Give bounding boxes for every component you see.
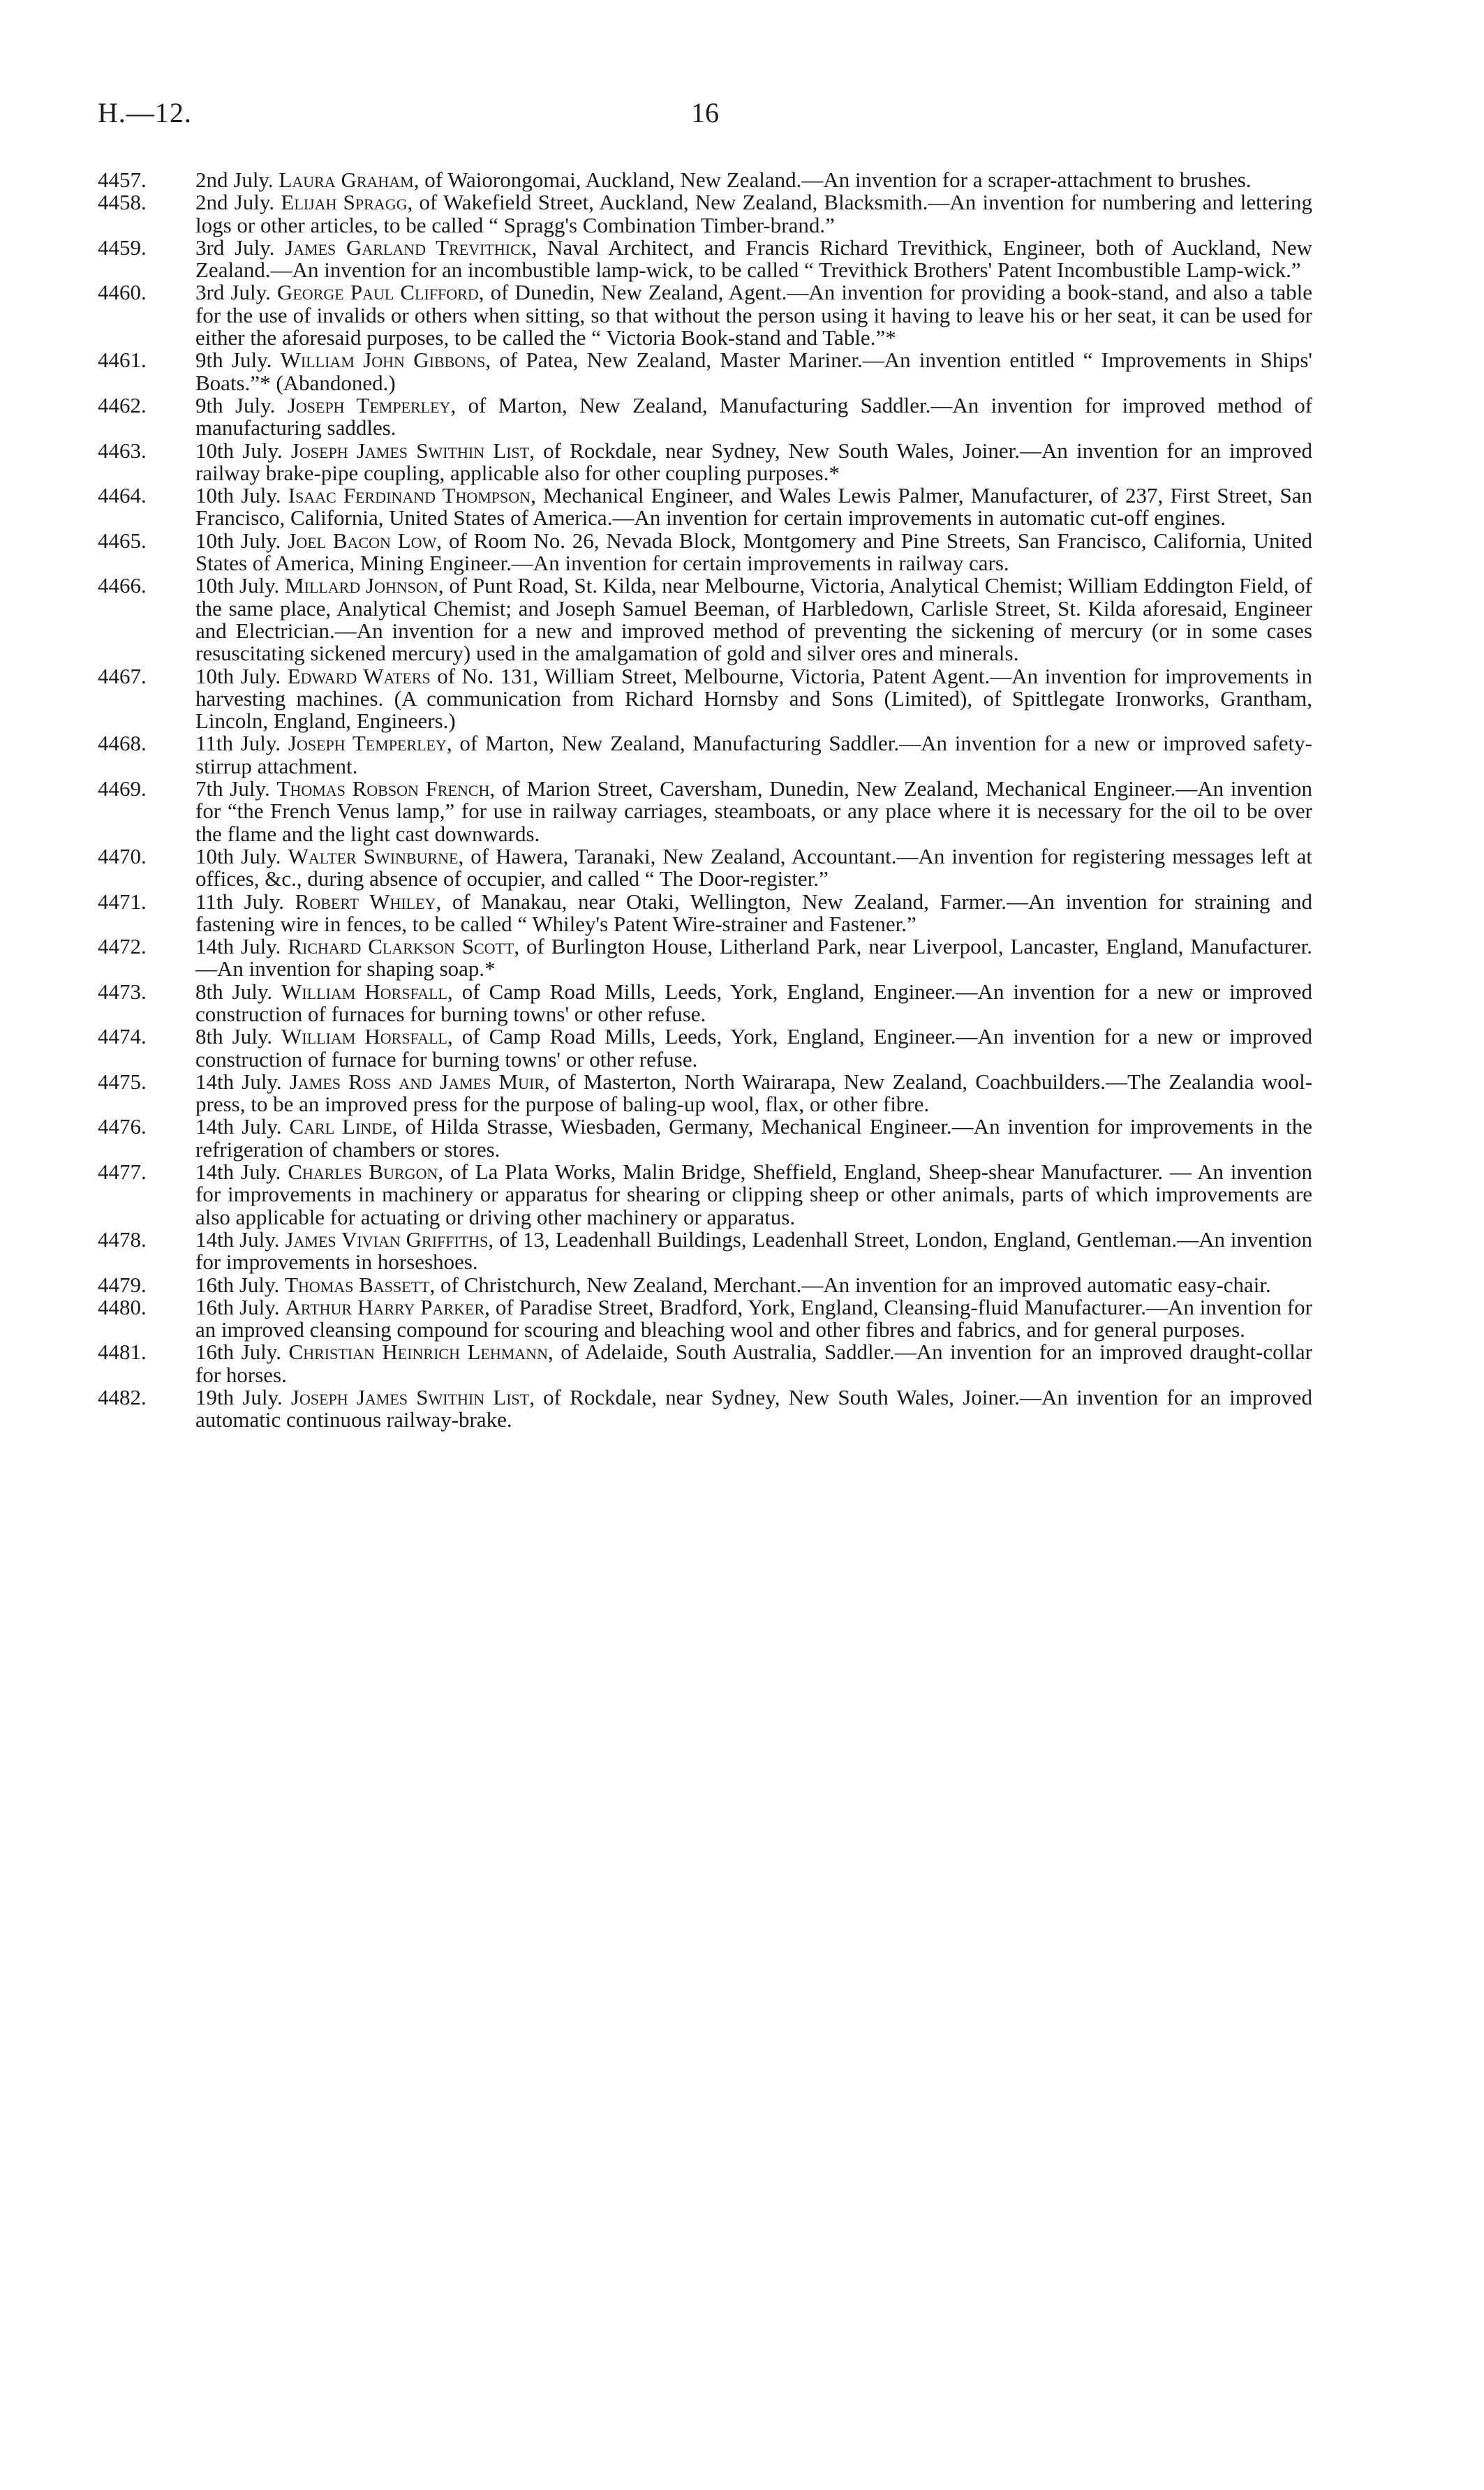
entry-text <box>195 891 1312 936</box>
patent-entry <box>98 1341 1312 1386</box>
entry-number: 4469. <box>98 776 147 801</box>
entry-number: 4468. <box>98 731 147 756</box>
entry-description: , of Burlington House, Litherland Park, near Liverpool, Lancaster, England, Manufacturer.—An invention for shaping soap.* <box>195 934 1312 981</box>
entry-text <box>195 1296 1312 1342</box>
entry-number: 4478. <box>98 1227 147 1252</box>
entry-text <box>195 484 1312 530</box>
entry-number: 4471. <box>98 889 147 914</box>
patent-entry <box>98 1274 1312 1296</box>
patent-entry <box>98 665 1312 733</box>
entry-number: 4482. <box>98 1385 147 1410</box>
entry-text <box>195 1229 1312 1274</box>
entry-date: 10th July. <box>195 663 281 688</box>
entry-number: 4463. <box>98 438 147 463</box>
entry-number: 4479. <box>98 1272 147 1297</box>
entry-description: , of Marton, New Zealand, Manufacturing Saddler.—An invention for a new or improved safety-stirrup attachment. <box>195 731 1312 778</box>
entry-description: , of Camp Road Mills, Leeds, York, England, Engineer.—An invention for a new or improved construction of furnaces for burning towns' or other refuse. <box>195 979 1312 1026</box>
patent-entry <box>98 1161 1312 1229</box>
entry-description: , of Dunedin, New Zealand, Agent.—An invention for providing a book-stand, and also a table for the use of invalids or others when sitting, so that without the person using it having to leave his or her seat, it can be used for either the aforesaid purposes, to be called the “ Victoria Book-stand and Table.”* <box>195 280 1313 350</box>
entry-date: 10th July. <box>195 573 280 598</box>
entry-number: 4458. <box>98 190 147 215</box>
patent-entry <box>98 530 1312 575</box>
patent-entry <box>98 1025 1312 1071</box>
entry-description: , of 13, Leadenhall Buildings, Leadenhall Street, London, England, Gentleman.—An invention for improvements in horseshoes. <box>195 1227 1313 1275</box>
entry-date: 14th July. <box>195 934 281 959</box>
entry-applicant-name: Joseph James Swithin List <box>290 438 530 463</box>
entry-text <box>195 1161 1312 1229</box>
entry-applicant-name: Joseph Temperley <box>287 392 451 417</box>
patent-entry <box>98 575 1312 665</box>
entry-number: 4459. <box>98 235 147 260</box>
entry-applicant-name: Millard Johnson <box>285 573 438 598</box>
patent-entry <box>98 935 1312 981</box>
entry-text <box>195 935 1312 981</box>
patent-entry <box>98 1229 1312 1274</box>
entry-description: , Mechanical Engineer, and Wales Lewis Palmer, Manufacturer, of 237, First Street, San Francisco, California, United States of America.—An invention for certain improvements in automatic cut-off engines. <box>195 483 1312 531</box>
entry-number: 4470. <box>98 843 147 868</box>
patent-entry <box>98 1116 1312 1161</box>
entry-description: , of La Plata Works, Malin Bridge, Sheffield, England, Sheep-shear Manufacturer. — An invention for improvements in machinery or apparatus for shearing or clipping sheep or other animals, parts of which improvements are also applicable for actuating or driving other machinery or apparatus. <box>195 1159 1313 1229</box>
entry-applicant-name: Robert Whiley <box>295 889 436 914</box>
entry-applicant-name: James Ross and James Muir <box>289 1069 544 1094</box>
entry-description: , of Punt Road, St. Kilda, near Melbourne, Victoria, Analytical Chemist; William Eddington Field, of the same place, Analytical Chemist; and Joseph Samuel Beeman, of Harbledown, Carlisle Street, St. Kilda aforesaid, Engineer and Electrician.—An invention for a new and improved method of preventing the sickening of mercury (or in some cases resuscitating sickened mercury) used in the amalgamation of gold and silver ores and minerals. <box>195 573 1312 666</box>
entry-applicant-name: Thomas Bassett <box>285 1272 430 1297</box>
entry-applicant-name: Joseph James Swithin List <box>290 1385 530 1410</box>
entry-text <box>195 1116 1312 1161</box>
entry-applicant-name: Richard Clarkson Scott <box>288 934 514 959</box>
entry-description: , of Manakau, near Otaki, Wellington, New Zealand, Farmer.—An invention for straining and fastening wire in fences, to be called “ Whiley's Patent Wire-strainer and Fastener.” <box>195 889 1312 936</box>
entry-number: 4457. <box>98 168 147 192</box>
entry-number: 4462. <box>98 392 147 417</box>
entry-applicant-name: Laura Graham <box>279 168 414 192</box>
patent-entry <box>98 281 1312 349</box>
entry-number: 4472. <box>98 934 147 959</box>
entry-number: 4466. <box>98 573 147 598</box>
entry-description: , of Marton, New Zealand, Manufacturing Saddler.—An invention for improved method of manufacturing saddles. <box>195 392 1313 440</box>
entry-date: 14th July. <box>195 1114 282 1139</box>
entry-date: 19th July. <box>195 1385 283 1410</box>
entry-description: , of Christchurch, New Zealand, Merchant.—An invention for an improved automatic easy-chair. <box>429 1272 1271 1297</box>
entry-applicant-name: Charles Burgon <box>288 1159 438 1185</box>
patent-entry <box>98 981 1312 1026</box>
entry-date: 16th July. <box>195 1272 280 1297</box>
entry-description: , of Waiorongomai, Auckland, New Zealand.—An invention for a scraper-attachment to brushes. <box>413 168 1252 192</box>
patent-entry <box>98 237 1312 282</box>
entry-description: of No. 131, William Street, Melbourne, Victoria, Patent Agent.—An invention for improvements in harvesting machines. (A communication from Richard Hornsby and Sons (Limited), of Spittlegate Ironworks, Grantham, Lincoln, England, Engineers.) <box>195 663 1312 734</box>
entry-date: 9th July. <box>195 348 272 373</box>
entry-date: 16th July. <box>195 1340 282 1365</box>
entry-text <box>195 281 1312 349</box>
entry-description: , of Hawera, Taranaki, New Zealand, Accountant.—An invention for registering messages left at offices, &c., during absence of occupier, and called “ The Door-register.” <box>195 843 1312 891</box>
entry-date: 14th July. <box>195 1069 282 1094</box>
patent-entry <box>98 484 1312 530</box>
entry-description: , of Camp Road Mills, Leeds, York, England, Engineer.—An invention for a new or improved construction of furnace for burning towns' or other refuse. <box>195 1024 1312 1072</box>
entry-applicant-name: James Garland Trevithick <box>285 235 532 260</box>
entry-description: , of Patea, New Zealand, Master Mariner.—An invention entitled “ Improvements in Ships' Boats.”* (Abandoned.) <box>195 348 1312 395</box>
entry-number: 4474. <box>98 1024 147 1049</box>
entry-number: 4461. <box>98 348 147 373</box>
entry-description: , of Masterton, North Wairarapa, New Zealand, Coachbuilders.—The Zealandia wool-press, to be an improved press for the purpose of baling-up wool, flax, or other fibre. <box>195 1069 1313 1117</box>
entry-text <box>195 1071 1312 1116</box>
patent-entry <box>98 891 1312 936</box>
page-number: 16 <box>691 97 719 128</box>
patent-entries-list <box>98 169 1312 1432</box>
patent-entry <box>98 778 1312 845</box>
entry-text <box>195 1341 1312 1386</box>
entry-description: , of Paradise Street, Bradford, York, England, Cleansing-fluid Manufacturer.—An invention for an improved cleansing compound for scouring and bleaching wool and other fibres and fabrics, and for general purposes. <box>195 1294 1313 1342</box>
entry-number: 4467. <box>98 663 147 688</box>
entry-applicant-name: Thomas Robson French <box>276 776 490 801</box>
patent-entry <box>98 169 1312 191</box>
entry-date: 3rd July. <box>195 280 271 305</box>
entry-date: 9th July. <box>195 392 276 417</box>
entry-text <box>195 237 1312 282</box>
patent-entry <box>98 732 1312 778</box>
entry-number: 4460. <box>98 280 147 305</box>
page-header <box>98 96 1312 138</box>
entry-date: 10th July. <box>195 843 281 868</box>
entry-description: , of Adelaide, South Australia, Saddler.—An invention for an improved draught-collar for horses. <box>195 1340 1312 1387</box>
entry-applicant-name: Walter Swinburne <box>288 843 459 868</box>
entry-text <box>195 845 1312 891</box>
entry-text <box>195 1386 1312 1432</box>
patent-entry <box>98 191 1312 237</box>
entry-text <box>195 981 1312 1026</box>
entry-date: 3rd July. <box>195 235 275 260</box>
entry-number: 4477. <box>98 1159 147 1185</box>
entry-text <box>195 394 1312 440</box>
entry-date: 11th July. <box>195 731 281 756</box>
entry-date: 14th July. <box>195 1159 281 1185</box>
entry-text <box>195 665 1312 733</box>
entry-number: 4476. <box>98 1114 147 1139</box>
entry-applicant-name: Joel Bacon Low <box>288 528 437 553</box>
document-reference: H.—12. <box>98 97 192 128</box>
entry-number: 4464. <box>98 483 147 508</box>
patent-entry <box>98 1071 1312 1116</box>
entry-text <box>195 1274 1312 1296</box>
entry-number: 4473. <box>98 979 147 1004</box>
entry-date: 10th July. <box>195 528 281 553</box>
entry-number: 4481. <box>98 1340 147 1365</box>
entry-text <box>195 778 1312 845</box>
entry-date: 2nd July. <box>195 190 275 215</box>
entry-text <box>195 169 1312 191</box>
entry-text <box>195 349 1312 394</box>
entry-applicant-name: Carl Linde <box>289 1114 392 1139</box>
entry-date: 10th July. <box>195 438 283 463</box>
patent-entry <box>98 394 1312 440</box>
entry-number: 4475. <box>98 1069 147 1094</box>
entry-text <box>195 732 1312 778</box>
entry-date: 7th July. <box>195 776 270 801</box>
entry-description: , of Hilda Strasse, Wiesbaden, Germany, Mechanical Engineer.—An invention for improvements in the refrigeration of chambers or stores. <box>195 1114 1313 1162</box>
entry-description: , of Room No. 26, Nevada Block, Montgomery and Pine Streets, San Francisco, California, United States of America, Mining Engineer.—An invention for certain improvements in railway cars. <box>195 528 1312 576</box>
entry-applicant-name: William Horsfall <box>281 1024 447 1049</box>
entry-text <box>195 575 1312 665</box>
entry-date: 8th July. <box>195 1024 273 1049</box>
entry-applicant-name: Arthur Harry Parker <box>285 1294 485 1319</box>
entry-number: 4465. <box>98 528 147 553</box>
entry-applicant-name: James Vivian Griffiths <box>285 1227 489 1252</box>
patent-entry <box>98 440 1312 485</box>
entry-date: 2nd July. <box>195 168 274 192</box>
entry-applicant-name: William John Gibbons <box>280 348 486 373</box>
entry-date: 11th July. <box>195 889 285 914</box>
entry-date: 10th July. <box>195 483 281 508</box>
entry-text <box>195 1025 1312 1071</box>
entry-applicant-name: William Horsfall <box>281 979 447 1004</box>
entry-text <box>195 191 1312 237</box>
entry-applicant-name: George Paul Clifford <box>276 280 479 305</box>
entry-number: 4480. <box>98 1294 147 1319</box>
entry-description: , Naval Architect, and Francis Richard Trevithick, Engineer, both of Auckland, New Zealand.—An invention for an incombustible lamp-wick, to be called “ Trevithick Brothers' Patent Incombustible Lamp-wick.” <box>195 235 1313 283</box>
entry-text <box>195 530 1312 575</box>
patent-entry <box>98 1386 1312 1432</box>
patent-entry <box>98 845 1312 891</box>
patent-entry <box>98 1296 1312 1342</box>
entry-applicant-name: Joseph Temperley <box>288 731 447 756</box>
patent-entry <box>98 349 1312 394</box>
entry-description: , of Rockdale, near Sydney, New South Wales, Joiner.—An invention for an improved railway brake-pipe coupling, applicable also for other coupling purposes.* <box>195 438 1312 485</box>
entry-description: , of Wakefield Street, Auckland, New Zealand, Blacksmith.—An invention for numbering and lettering logs or other articles, to be called “ Spragg's Combination Timber-brand.” <box>195 190 1313 237</box>
entry-applicant-name: Edward Waters <box>287 663 431 688</box>
entry-date: 8th July. <box>195 979 273 1004</box>
entry-description: , of Rockdale, near Sydney, New South Wales, Joiner.—An invention for an improved automatic continuous railway-brake. <box>195 1385 1312 1432</box>
entry-date: 16th July. <box>195 1294 280 1319</box>
entry-description: , of Marion Street, Caversham, Dunedin, New Zealand, Mechanical Engineer.—An invention for “the French Venus lamp,” for use in railway carriages, steamboats, or any place where it is necessary for the oil to be over the flame and the light cast downwards. <box>195 776 1313 846</box>
entry-text <box>195 440 1312 485</box>
entry-applicant-name: Elijah Spragg <box>281 190 408 215</box>
entry-date: 14th July. <box>195 1227 280 1252</box>
entry-applicant-name: Isaac Ferdinand Thompson <box>288 483 531 508</box>
entry-applicant-name: Christian Heinrich Lehmann <box>288 1340 548 1365</box>
